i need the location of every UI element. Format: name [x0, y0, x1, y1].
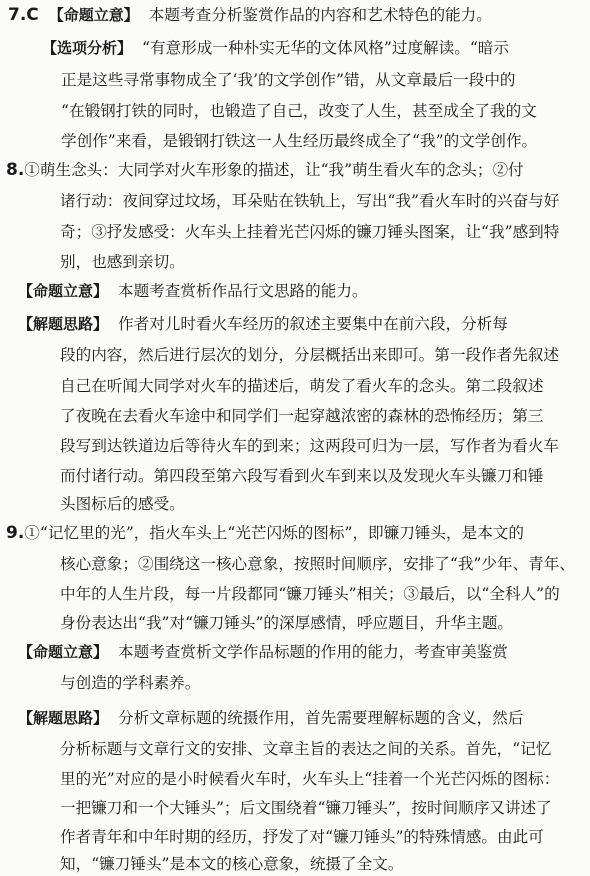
q9-heading-solution: 【解题思路】: [18, 709, 109, 727]
q9-solution-line-6: 知，“镰刀锤头”是本文的核心意象，统摄了全文。: [60, 855, 404, 873]
q8-solution-text-1: 作者对儿时看火车经历的叙述主要集中在前六段，分析每: [118, 315, 508, 333]
q7-analysis-text: “有意形成一种朴实无华的文体风格”过度解读。“暗示: [142, 39, 509, 57]
q8-solution-line-4: 了夜晚在去看火车途中和同学们一起穿越浓密的森林的恐怖经历；第三: [60, 407, 544, 425]
q9-solution-line-4: 一把镰刀和一个大锤头”；后文围绕着“镰刀锤头”，按时间顺序又讲述了: [60, 799, 552, 817]
q8-line-3: 奇；③抒发感受：火车头上挂着光芒闪烁的镰刀锤头图案，让“我”感到特: [60, 223, 560, 241]
q8-solution-line-7: 头图标后的感受。: [60, 495, 185, 513]
q8-solution-line-5: 段写到达铁道边后等待火车的到来；这两段可归为一层，写作者为看火车: [60, 437, 560, 455]
q9-text-1: ①“记忆里的光”，指火车头上“光芒闪烁的图标”，即镰刀锤头，是本文的: [24, 524, 524, 542]
q7-line-4: “在锻钢打铁的同时，也锻造了自己，改变了人生，甚至成全了我的文: [61, 102, 537, 120]
q8-intent-text: 本题考查赏析作品行文思路的能力。: [118, 282, 368, 300]
q7-intent-text: 本题考查分析鉴赏作品的内容和艺术特色的能力。: [148, 6, 492, 24]
q9-line-2: 核心意象；②围绕这一核心意象，按照时间顺序，安排了“我”少年、青年、: [60, 555, 575, 573]
q9-intent-line: [18, 641, 508, 663]
q8-intent-line: [18, 280, 368, 302]
q7-line-1: [8, 4, 492, 26]
q8-solution-line-2: 段的内容，然后进行层次的划分，分层概括出来即可。第一段作者先叙述: [60, 346, 560, 364]
q7-heading-intent: 【命题立意】: [48, 6, 139, 24]
q8-heading-solution: 【解题思路】: [18, 315, 109, 333]
q7-number: 7.: [8, 5, 27, 25]
q9-number: 9.: [6, 523, 25, 543]
q7-choice: C: [26, 5, 39, 25]
q8-line-4: 别，也感到亲切。: [60, 253, 185, 271]
q9-solution-line-5: 作者青年和中年时期的经历，抒发了对“镰刀锤头”的特殊情感。由此可: [60, 828, 544, 846]
q8-text-1: ①萌生念头：大同学对火车形象的描述，让“我”萌生看火车的念头；②付: [24, 161, 524, 179]
q7-line-3: 正是这些寻常事物成全了‘我’的文学创作”错，从文章最后一段中的: [61, 71, 516, 89]
q8-line-1: [6, 159, 524, 181]
q8-solution-line-3: 自己在听闻大同学对火车的描述后，萌发了看火车的念头。第二段叙述: [60, 377, 544, 395]
q9-solution-line-1: [18, 707, 523, 729]
q9-line-4: 身份表达出“我”对“镰刀锤头”的深厚感情，呼应题目，升华主题。: [60, 614, 513, 632]
q9-line-3: 中年的人生片段，每一片段都同“镰刀锤头”相关；③最后，以“全科人”的: [60, 585, 560, 603]
q9-heading-intent: 【命题立意】: [18, 643, 109, 661]
q8-heading-intent: 【命题立意】: [18, 282, 109, 300]
q8-line-2: 诸行动：夜间穿过坟场，耳朵贴在铁轨上，写出“我”看火车时的兴奋与好: [60, 192, 560, 210]
q9-intent-text: 本题考查赏析文学作品标题的作用的能力，考查审美鉴赏: [118, 643, 508, 661]
q7-heading-analysis: 【选项分析】: [42, 39, 133, 57]
q9-line-1: [6, 522, 524, 544]
q7-line-2: [42, 37, 509, 59]
q9-solution-line-3: 里的光”对应的是小时候看火车时，火车头上“挂着一个光芒闪烁的图标：: [60, 770, 560, 788]
q7-line-5: 学创作”来看，是锻钢打铁这一人生经历最终成全了“我”的文学创作。: [61, 132, 538, 150]
q8-number: 8.: [6, 160, 25, 180]
q9-solution-line-2: 分析标题与文章行文的安排、文章主旨的表达之间的关系。首先，“记忆: [60, 740, 552, 758]
q9-intent-line-2: 与创造的学科素养。: [60, 674, 201, 692]
q8-solution-line-6: 而付诸行动。第四段至第六段写看到火车到来以及发现火车头镰刀和锤: [60, 467, 544, 485]
q8-solution-line-1: [18, 313, 508, 335]
q9-solution-text-1: 分析文章标题的统摄作用，首先需要理解标题的含义，然后: [118, 709, 524, 727]
